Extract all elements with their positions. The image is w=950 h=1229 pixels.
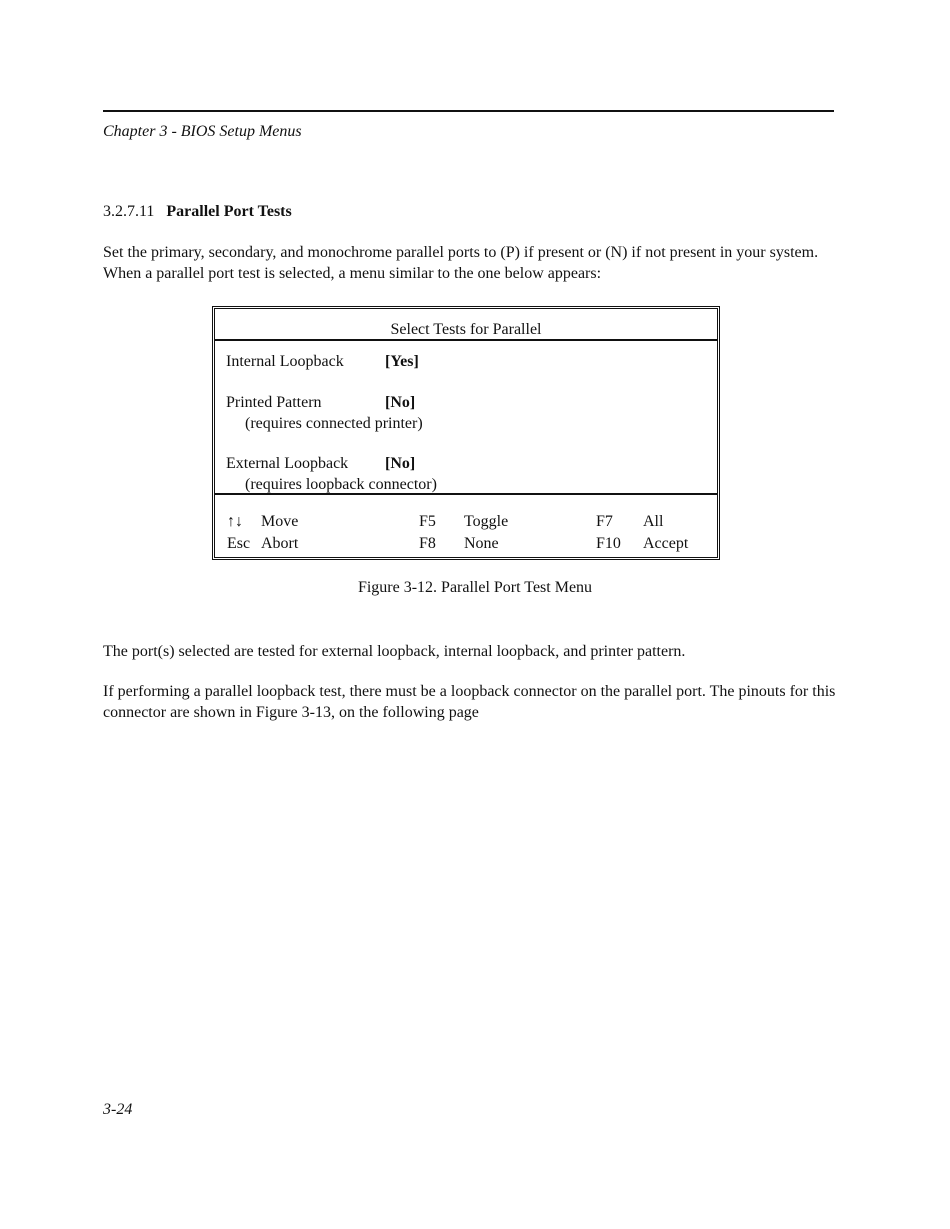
- section-number: 3.2.7.11: [103, 203, 155, 220]
- key-f5: F5: [419, 513, 436, 530]
- option-label: Printed Pattern: [226, 394, 322, 411]
- key-f7: F7: [596, 513, 613, 530]
- chapter-header: Chapter 3 - BIOS Setup Menus: [103, 123, 302, 140]
- key-f10: F10: [596, 535, 621, 552]
- section-title: Parallel Port Tests: [166, 203, 292, 220]
- option-note: (requires connected printer): [245, 415, 423, 432]
- key-arrows: ↑↓: [227, 513, 243, 530]
- key-abort-label: Abort: [261, 535, 299, 552]
- header-rule: [103, 110, 834, 112]
- option-value[interactable]: [No]: [385, 455, 416, 472]
- page-number: 3-24: [103, 1101, 133, 1118]
- section-heading: [103, 203, 292, 221]
- body-paragraph: If performing a parallel loopback test, there must be a loopback connector on the parallel port. The pinouts for this connector are shown in Figure 3-13, on the following page: [103, 683, 836, 721]
- key-all-label: All: [643, 513, 664, 530]
- intro-paragraph: Set the primary, secondary, and monochrome parallel ports to (P) if present or (N) if not present in your system. When a parallel port test is selected, a menu similar to the one below appears:: [103, 244, 819, 282]
- option-note: (requires loopback connector): [245, 476, 437, 493]
- option-value[interactable]: [Yes]: [385, 353, 419, 370]
- key-move-label: Move: [261, 513, 299, 530]
- option-printed-pattern[interactable]: [226, 394, 415, 412]
- menu-title: Select Tests for Parallel: [215, 309, 717, 341]
- parallel-test-menu: [212, 306, 720, 560]
- key-toggle-label: Toggle: [464, 513, 509, 530]
- key-esc: Esc: [227, 535, 251, 552]
- option-value[interactable]: [No]: [385, 394, 416, 411]
- key-accept-label: Accept: [643, 535, 689, 552]
- body-paragraph: The port(s) selected are tested for external loopback, internal loopback, and printer pattern.: [103, 643, 686, 660]
- option-label: Internal Loopback: [226, 353, 344, 370]
- option-internal-loopback[interactable]: [226, 353, 419, 371]
- menu-divider: [215, 493, 717, 495]
- option-label: External Loopback: [226, 455, 349, 472]
- key-none-label: None: [464, 535, 499, 552]
- key-f8: F8: [419, 535, 436, 552]
- figure-caption: Figure 3-12. Parallel Port Test Menu: [357, 579, 593, 596]
- option-external-loopback[interactable]: [226, 455, 415, 473]
